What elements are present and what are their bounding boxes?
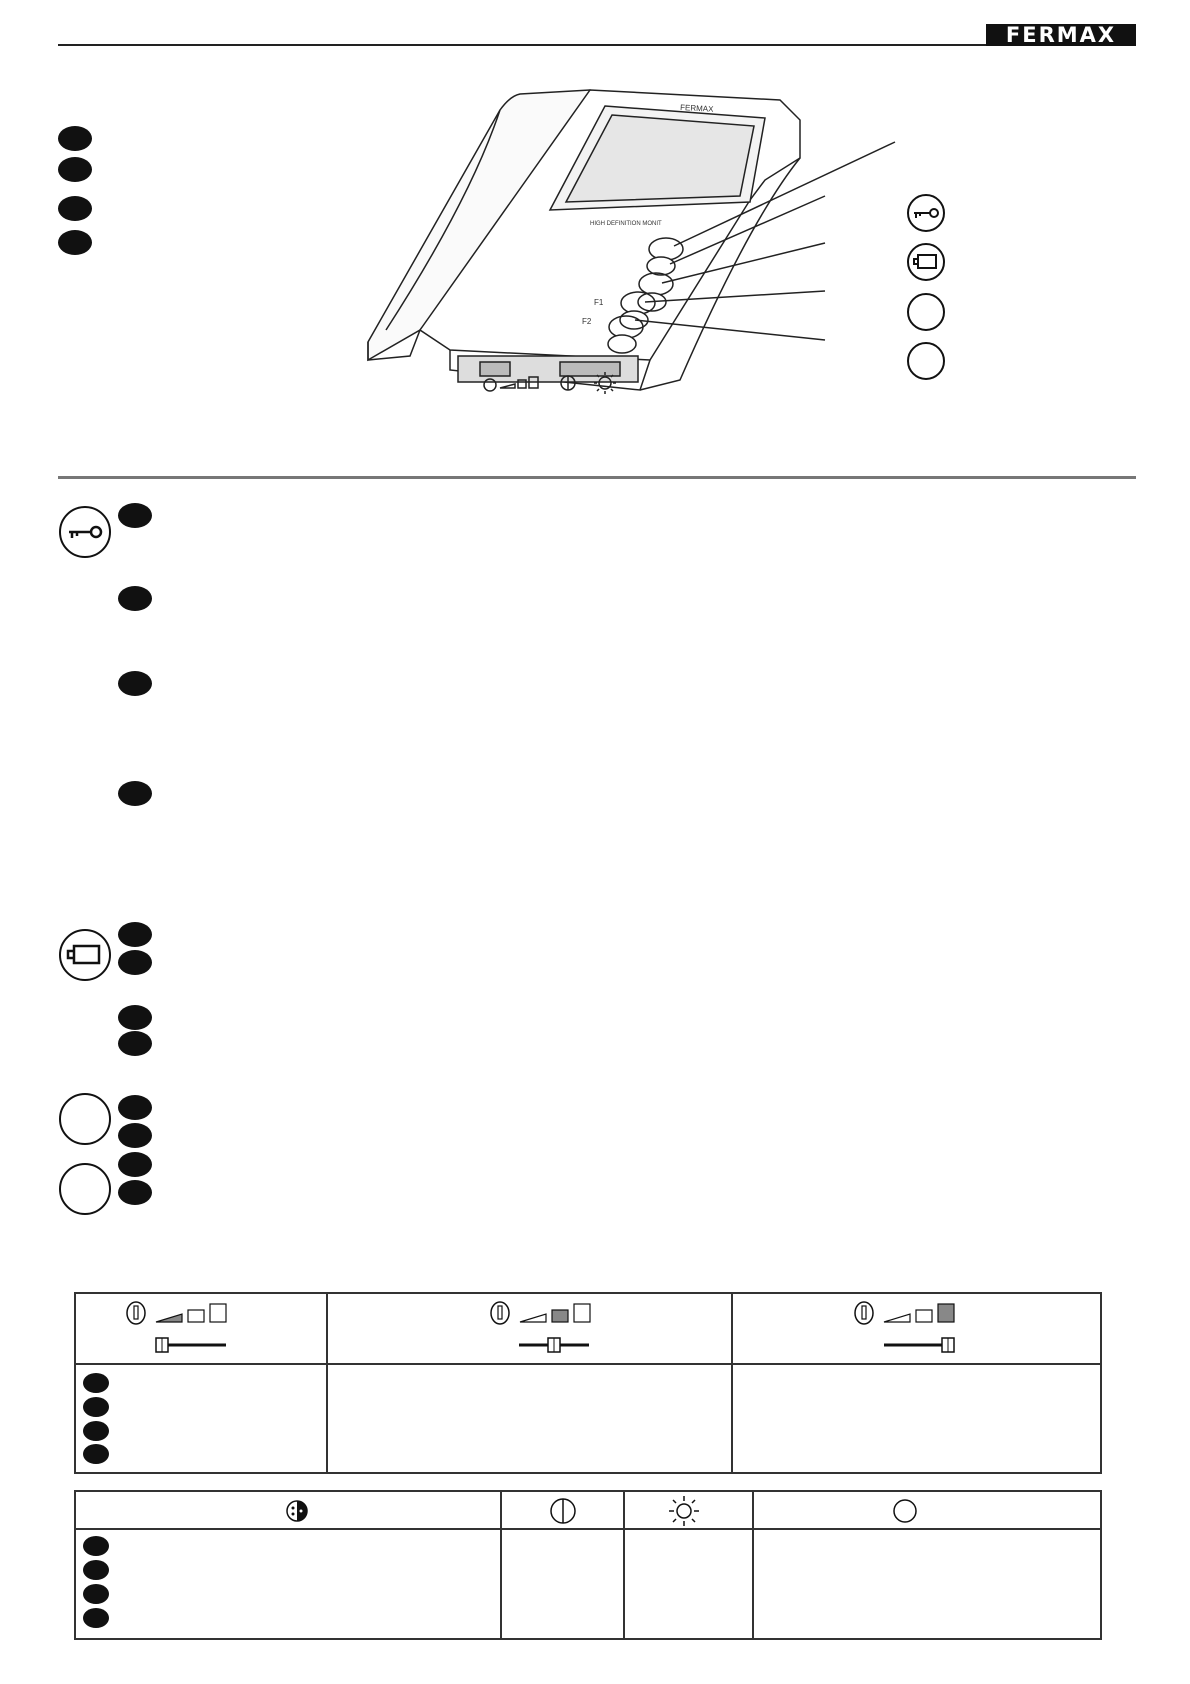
screen-caption: HIGH DEFINITION MONIT	[590, 221, 662, 227]
volume-slider-min	[152, 1335, 232, 1355]
adjust-table-col-rule	[500, 1490, 502, 1640]
volume-slider-mid	[515, 1335, 595, 1355]
language-marker	[58, 157, 92, 182]
language-marker	[118, 1005, 152, 1030]
section-divider	[58, 476, 1136, 479]
language-marker	[118, 1031, 152, 1056]
language-marker	[83, 1373, 109, 1393]
language-marker	[118, 1180, 152, 1205]
button-label-f2: F2	[582, 317, 592, 326]
language-marker	[83, 1608, 109, 1628]
callout-key-icon	[906, 193, 946, 233]
blank-circle-icon	[892, 1498, 918, 1524]
language-marker	[83, 1397, 109, 1417]
language-marker	[118, 781, 152, 806]
device-brand-label: FERMAX	[679, 103, 714, 114]
volume-table-header-rule	[74, 1363, 1102, 1365]
language-marker	[83, 1444, 109, 1464]
language-marker	[58, 126, 92, 151]
volume-icon	[852, 1300, 962, 1326]
contrast-icon	[548, 1496, 578, 1526]
language-marker	[118, 1095, 152, 1120]
volume-slider-max	[880, 1335, 960, 1355]
key-icon	[58, 505, 112, 559]
adjust-table-col-rule	[623, 1490, 625, 1640]
monitor-illustration	[350, 80, 970, 440]
callout-blank-circle-icon	[906, 292, 946, 332]
language-marker	[118, 671, 152, 696]
volume-table-col-rule	[326, 1292, 328, 1474]
callout-blank-circle-icon	[906, 341, 946, 381]
language-marker	[83, 1584, 109, 1604]
language-marker	[83, 1536, 109, 1556]
blank-circle-icon	[58, 1162, 112, 1216]
language-marker	[83, 1560, 109, 1580]
language-marker	[83, 1421, 109, 1441]
language-marker	[118, 586, 152, 611]
adjust-table-header-rule	[74, 1528, 1102, 1530]
button-label-f1: F1	[594, 298, 604, 307]
blank-circle-icon	[58, 1092, 112, 1146]
fermax-logo: FERMAX	[986, 24, 1136, 46]
callout-camera-icon	[906, 242, 946, 282]
brightness-icon	[667, 1494, 701, 1528]
language-marker	[118, 503, 152, 528]
language-marker	[118, 1152, 152, 1177]
volume-table-col-rule	[731, 1292, 733, 1474]
color-adjust-icon	[284, 1498, 310, 1524]
language-marker	[118, 950, 152, 975]
adjust-table-col-rule	[752, 1490, 754, 1640]
language-marker	[58, 196, 92, 221]
language-marker	[58, 230, 92, 255]
language-marker	[118, 922, 152, 947]
camera-icon	[58, 928, 112, 982]
volume-icon	[488, 1300, 598, 1326]
volume-icon	[124, 1300, 234, 1326]
language-marker	[118, 1123, 152, 1148]
adjust-table	[74, 1490, 1102, 1640]
header-rule	[58, 44, 986, 46]
